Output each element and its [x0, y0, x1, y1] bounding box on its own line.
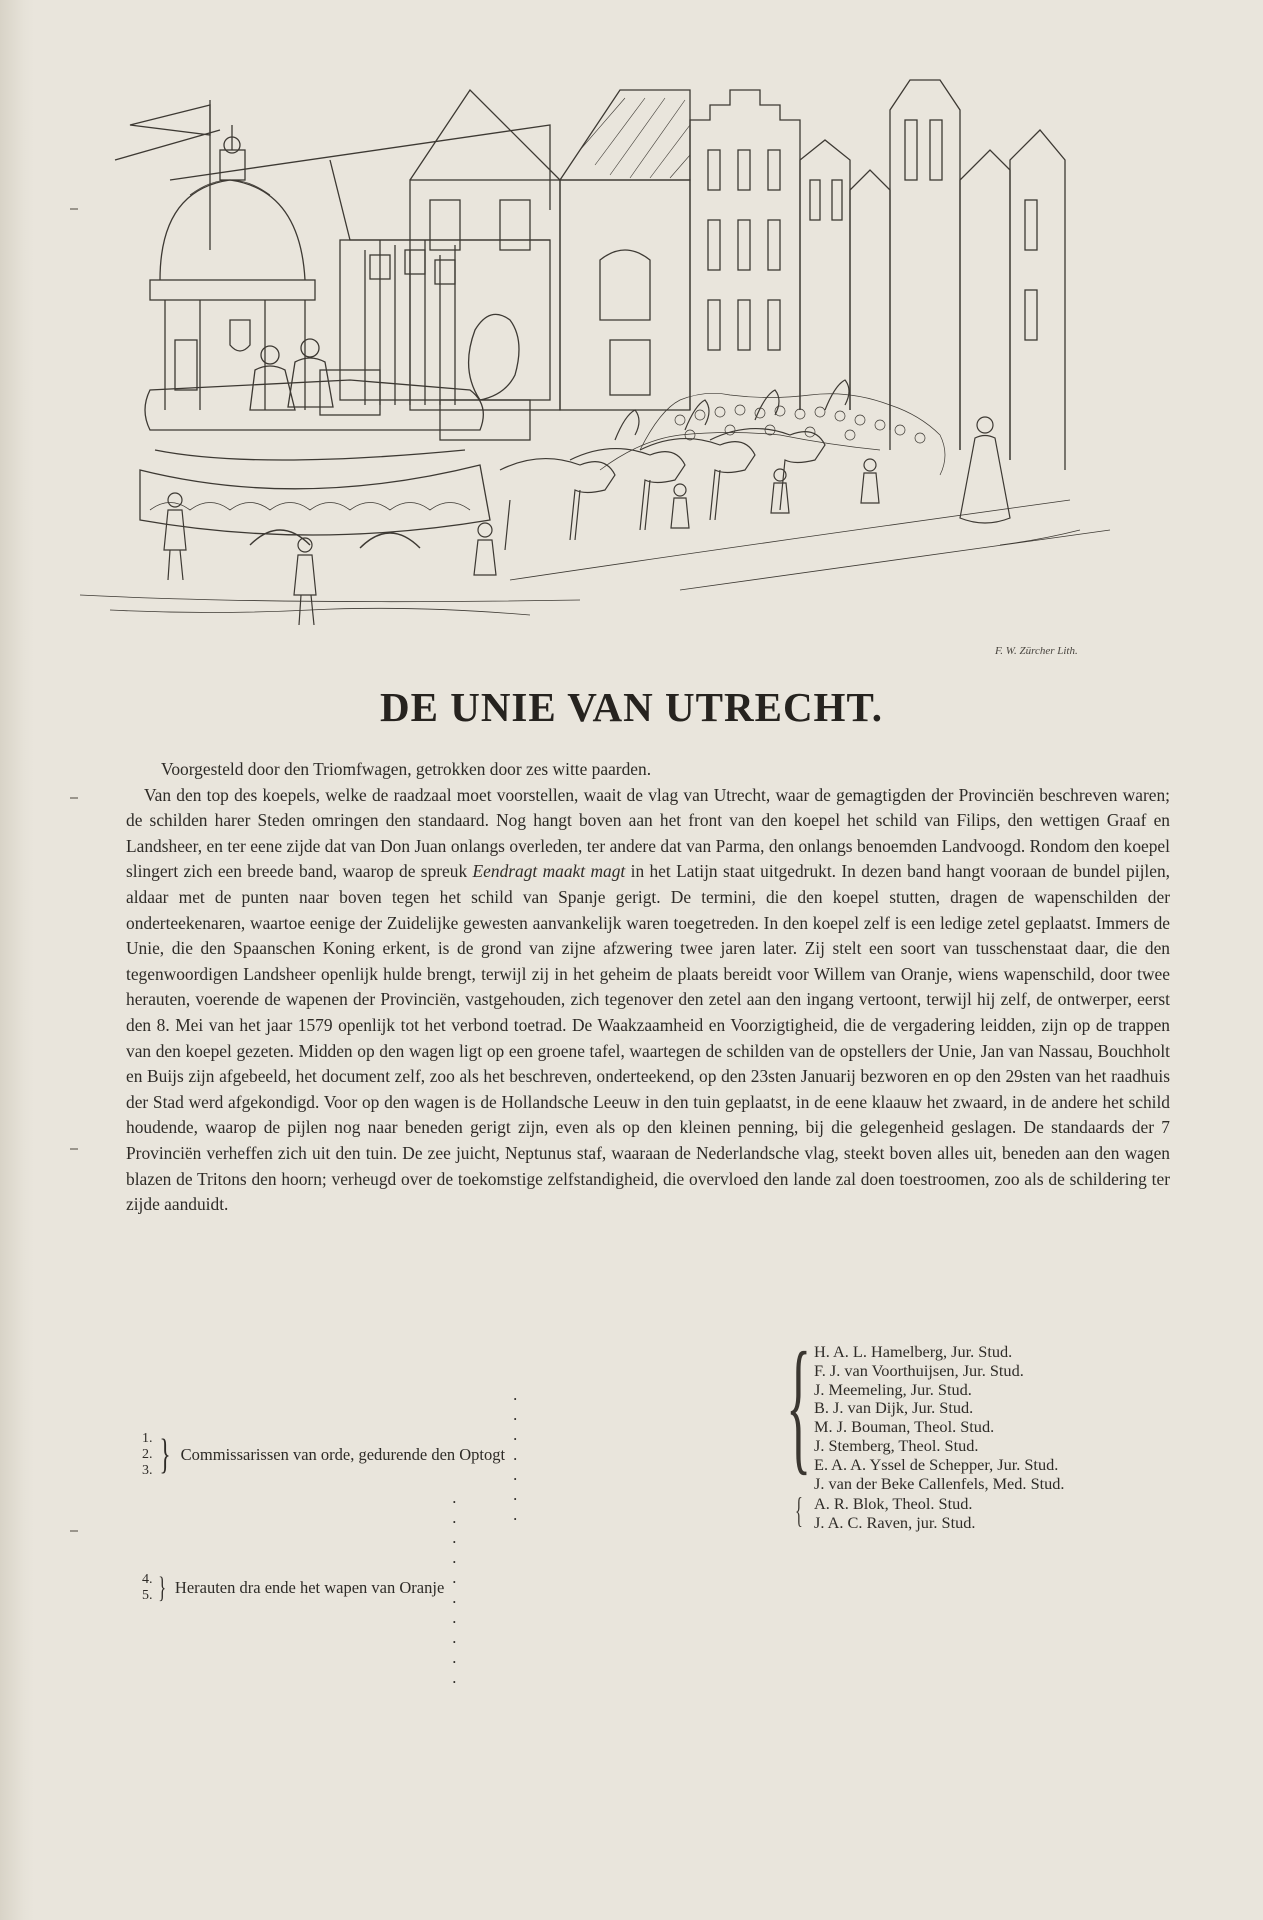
paragraph-part: Van den top des koepels, welke de raadzaal moet voorstellen, waait de vlag van Utrecht, waar de gemagtigden der Provinciën beschreven waren; de schilden harer Steden omringen den standaard. Nog hangt boven aan het front van den koepel het schild van Filips, den wettigen Graaf en Landsheer, en ter eene zijde dat van Don Juan onlangs overleden, ter andere dat van Parma, den onlangs benoemden Landvoogd. Rondom den koepel slingert zich een breede band, waarop de spreuk — [126, 784, 1170, 882]
herald-names — [814, 1495, 975, 1533]
name-entry: H. A. L. Hamelberg, Jur. Stud. — [814, 1342, 1013, 1361]
triumphal-car — [115, 100, 530, 548]
name-entry: M. J. Bouman, Theol. Stud. — [814, 1417, 995, 1437]
role-label: Commissarissen van orde, gedurende den Optogt — [180, 1445, 506, 1464]
binding-mark — [70, 208, 78, 210]
description-text — [126, 757, 1170, 1218]
names-brace: { — [786, 1322, 812, 1488]
name-entry: A. R. Blok, Theol. Stud. — [814, 1494, 973, 1513]
paragraph-part: in het Latijn staat uitgedrukt. In dezen band hangt vooraan de bundel pijlen, aldaar met de punten naar boven tegen het schild van Spanje gerigt. De termini, die den koepel stutten, dragen de wapenschilden der onderteekenaren, waartoe eenige der Zuidelijke gewesten aanvankelijk waren toegetreden. In den koepel zelf is een ledige zetel geplaatst. Immers de Unie, die den Spaanschen Koning erkent, is de grond van zijne afzwering twee jaren later. Zij stelt een soort van tusschenstaat daar, die den tegenwoordigen Landsheer openlijk hulde brengt, terwijl zij in het geheim de plaats bereidt voor Willem van Oranje, wiens wapenschild, door twee herauten, voerende de wapenen der Provinciën, vastgehouden, zich tegenover den zetel aan den ingang vertoont, terwijl hij zelf, de ontwerper, eerst den 8. Mei van het jaar 1579 openlijk tot het verbond toetrad. De Waakzaamheid en Voorzigtigheid, die de vergadering leidden, zijn op de trappen van den koepel gezeten. Midden op den wagen ligt op een groene tafel, waartegen de schilden van de opstellers der Unie, Jan van Nassau, Bouchholt en Buijs zijn afgebeeld, het document zelf, zoo als het beschreven, onderteekend, op den 23sten Januarij bezworen en op den 29sten van het raadhuis der Stad werd afgekondigd. Voor op den wagen is de Hollandsche Leeuw in den tuin geplaatst, in de eene klaauw het zwaard, in de andere het schild houdende, waarop de pijlen nog naar beneden gerigt zijn, even als op den kleinen penning, bij die gelegenheid geslagen. De standaards der 7 Provinciën verheffen zich uit den tuin. De zee juicht, Neptunus staf, waaraan de Nederlandsche vlag, steekt boven alles uit, beneden aan den wagen blazen de Tritons den hoorn; verheugd over de toekomstige zelfstandigheid, die overvloed den lande zal doen toestroomen, zoo als de schildering ter zijde aanduidt. — [126, 861, 1170, 1215]
brace-glyph: } — [157, 1571, 166, 1604]
intro-paragraph: Voorgesteld door den Triomfwagen, getrokken door zes witte paarden. — [161, 759, 652, 779]
role-label: Herauten dra ende het wapen van Oranje — [174, 1578, 445, 1597]
role-numbers: 1. 2. 3. — [142, 1431, 153, 1478]
motto-text: Eendragt maakt magt — [472, 861, 626, 882]
name-entry: E. A. A. Yssel de Schepper, Jur. Stud. — [814, 1454, 1059, 1474]
page-gutter — [0, 0, 34, 1920]
brace-glyph: } — [159, 1432, 171, 1478]
name-entry: J. A. C. Raven, jur. Stud. — [814, 1512, 976, 1532]
heralds-brace: { — [795, 1490, 803, 1530]
role-numbers: 4. 5. — [142, 1572, 153, 1603]
street-ground — [80, 500, 1110, 615]
leader-dots: . . . . . . . . . . — [452, 1488, 466, 1687]
description-paragraph — [126, 783, 1170, 1218]
leader-dots: . . . . . . . — [513, 1385, 527, 1524]
triumphal-car-engraving — [80, 70, 1120, 670]
artist-signature: F. W. Zürcher Lith. — [995, 645, 1078, 657]
heralds-role — [142, 1488, 471, 1688]
commissioner-names — [814, 1343, 1065, 1493]
standing-lady — [960, 417, 1010, 523]
name-entry: J. van der Beke Callenfels, Med. Stud. — [814, 1473, 1065, 1493]
name-entry: B. J. van Dijk, Jur. Stud. — [814, 1398, 974, 1418]
name-entry: J. Meemeling, Jur. Stud. — [814, 1379, 972, 1399]
binding-mark — [70, 1148, 78, 1150]
marching-attendants — [164, 493, 496, 625]
binding-mark — [70, 1530, 78, 1532]
binding-mark — [70, 797, 78, 799]
name-entry: J. Stemberg, Theol. Stud. — [814, 1435, 979, 1455]
page-title: DE UNIE VAN UTRECHT. — [380, 684, 883, 730]
spectator-crowd — [600, 393, 945, 475]
name-entry: F. J. van Voorthuijsen, Jur. Stud. — [814, 1360, 1024, 1380]
